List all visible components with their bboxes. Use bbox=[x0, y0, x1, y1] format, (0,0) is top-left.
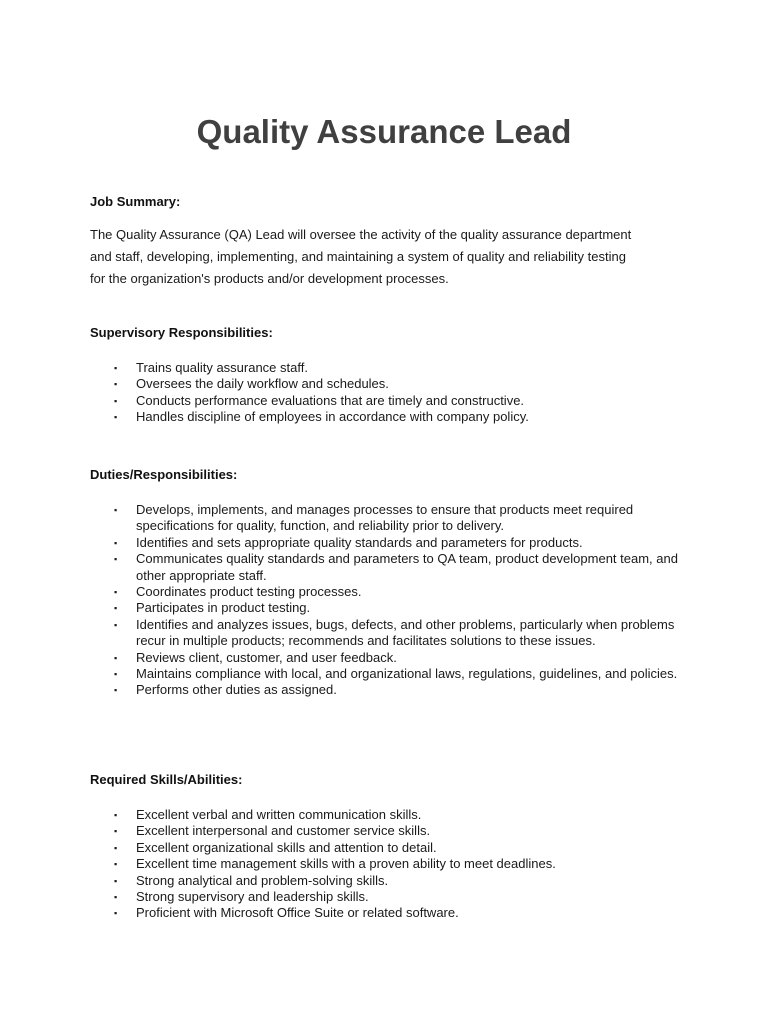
list-item: ▪ Identifies and analyzes issues, bugs, defects, and other problems, particularly when problems recur in multiple products; recommends and facilitates solutions to these issues. bbox=[114, 616, 675, 649]
job-summary-heading: Job Summary: bbox=[90, 194, 181, 209]
list-item: ▪ Excellent verbal and written communication skills. bbox=[114, 807, 422, 822]
list-item: ▪ Trains quality assurance staff. bbox=[114, 360, 308, 375]
skills-heading: Required Skills/Abilities: bbox=[90, 772, 243, 787]
list-item: ▪ Develops, implements, and manages processes to ensure that products meet required specifications for quality, function, and reliability prior to delivery. bbox=[114, 502, 634, 534]
bullet-icon: ▪ bbox=[114, 875, 118, 886]
bullet-icon: ▪ bbox=[114, 842, 118, 853]
list-item: ▪ Coordinates product testing processes. bbox=[114, 584, 362, 600]
list-item: ▪ Strong analytical and problem-solving skills. bbox=[114, 872, 389, 888]
bullet-icon: ▪ bbox=[114, 619, 118, 630]
bullet-icon: ▪ bbox=[114, 685, 118, 696]
bullet-icon: ▪ bbox=[114, 892, 118, 903]
list-item: ▪ Participates in product testing. bbox=[114, 600, 311, 616]
list-item: ▪ Identifies and sets appropriate quality standards and parameters for products. bbox=[114, 534, 583, 550]
list-item: ▪ Communicates quality standards and parameters to QA team, product development team, and other appropriate staff. bbox=[114, 551, 678, 583]
bullet-icon: ▪ bbox=[114, 810, 118, 820]
job-summary-line: The Quality Assurance (QA) Lead will oversee the activity of the quality assurance department bbox=[90, 227, 632, 242]
bullet-icon: ▪ bbox=[114, 363, 118, 373]
list-item: ▪ Conducts performance evaluations that are timely and constructive. bbox=[114, 392, 525, 408]
skills-list bbox=[90, 807, 690, 922]
bullet-icon: ▪ bbox=[114, 826, 118, 837]
list-item: ▪ Proficient with Microsoft Office Suite or related software. bbox=[114, 905, 459, 921]
job-summary-text bbox=[90, 224, 680, 290]
job-summary-line: and staff, developing, implementing, and maintaining a system of quality and reliability testing bbox=[90, 249, 626, 264]
list-item: ▪ Reviews client, customer, and user feedback. bbox=[114, 649, 397, 665]
list-item: ▪ Maintains compliance with local, and organizational laws, regulations, guidelines, and policies. bbox=[114, 666, 678, 682]
bullet-icon: ▪ bbox=[114, 669, 118, 680]
bullet-icon: ▪ bbox=[114, 603, 118, 614]
duties-heading: Duties/Responsibilities: bbox=[90, 467, 238, 482]
bullet-icon: ▪ bbox=[114, 505, 118, 515]
bullet-icon: ▪ bbox=[114, 908, 118, 919]
bullet-icon: ▪ bbox=[114, 395, 118, 406]
job-summary-line: for the organization's products and/or development processes. bbox=[90, 271, 449, 286]
list-item: ▪ Excellent time management skills with a proven ability to meet deadlines. bbox=[114, 856, 556, 872]
bullet-icon: ▪ bbox=[114, 587, 118, 598]
bullet-icon: ▪ bbox=[114, 412, 118, 423]
duties-list bbox=[90, 502, 680, 699]
bullet-icon: ▪ bbox=[114, 859, 118, 870]
list-item: ▪ Oversees the daily workflow and schedules. bbox=[114, 376, 389, 392]
list-item: ▪ Handles discipline of employees in accordance with company policy. bbox=[114, 409, 529, 425]
list-item: ▪ Strong supervisory and leadership skills. bbox=[114, 889, 369, 905]
list-item: ▪ Excellent organizational skills and attention to detail. bbox=[114, 839, 437, 855]
page-title: Quality Assurance Lead bbox=[196, 113, 572, 150]
list-item: ▪ Excellent interpersonal and customer service skills. bbox=[114, 823, 431, 839]
supervisory-list bbox=[90, 360, 690, 426]
bullet-icon: ▪ bbox=[114, 652, 118, 663]
list-item: ▪ Performs other duties as assigned. bbox=[114, 682, 337, 698]
supervisory-heading: Supervisory Responsibilities: bbox=[90, 325, 273, 340]
bullet-icon: ▪ bbox=[114, 554, 118, 565]
bullet-icon: ▪ bbox=[114, 379, 118, 390]
bullet-icon: ▪ bbox=[114, 537, 118, 548]
